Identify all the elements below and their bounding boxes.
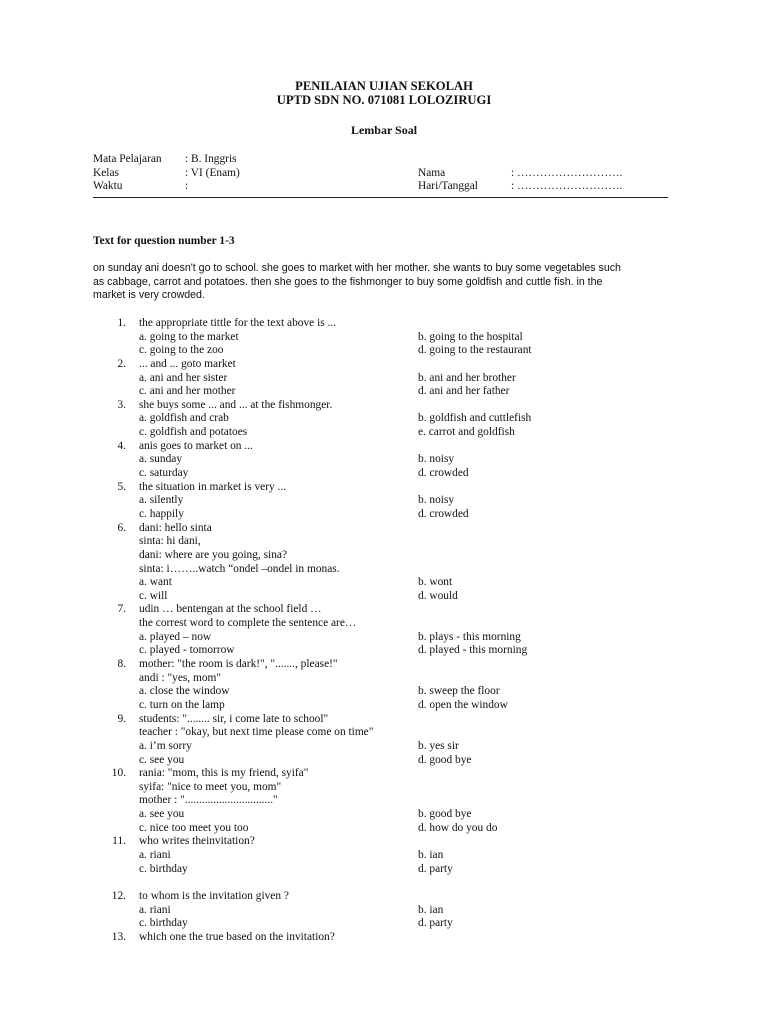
question-dialogue-line [93, 726, 668, 740]
answer-option: c. see you [139, 753, 185, 766]
question-number: 4. [117, 439, 126, 452]
question-text: which one the true based on the invitation? [139, 930, 335, 943]
answer-option: b. going to the hospital [418, 330, 523, 343]
question-number: 12. [111, 889, 126, 902]
answer-options-row [93, 372, 668, 386]
question-line [93, 767, 668, 781]
answer-option: a. riani [139, 903, 171, 916]
sheet-title: Lembar Soal [350, 123, 418, 137]
question-dialogue-line [93, 549, 668, 563]
question-number: 10. [111, 767, 126, 780]
question-line [93, 440, 668, 454]
student-info-block [93, 153, 668, 194]
question-text: the correst word to complete the sentence are… [139, 617, 357, 630]
answer-option: c. turn on the lamp [139, 698, 225, 711]
question-text: andi : "yes, mom" [139, 671, 222, 684]
answer-options-row [93, 576, 668, 590]
question-number: 5. [117, 480, 126, 493]
answer-option: d. party [418, 862, 453, 875]
question-line [93, 713, 668, 727]
question-text: anis goes to market on ... [139, 439, 253, 452]
subject-value: : B. Inggris [185, 153, 237, 165]
answer-options-row [93, 494, 668, 508]
question-line [93, 522, 668, 536]
answer-option: d. open the window [418, 698, 508, 711]
info-row-subject [93, 153, 668, 167]
answer-option: b. sweep the floor [418, 685, 500, 698]
question-line [93, 481, 668, 495]
answer-options-row [93, 863, 668, 877]
question-text: syifa: "nice to meet you, mom" [139, 780, 282, 793]
answer-option: c. birthday [139, 917, 188, 930]
question-text: dani: where are you going, sina? [139, 548, 288, 561]
question-spacer [93, 876, 668, 890]
answer-option: c. saturday [139, 467, 189, 480]
question-line [93, 603, 668, 617]
question-text: the appropriate tittle for the text above is ... [139, 317, 337, 329]
question-text: teacher : "okay, but next time please come on time" [139, 726, 374, 739]
answer-option: a. want [139, 576, 172, 589]
question-text: students: "........ sir, i come late to school" [139, 712, 329, 725]
answer-option: d. played - this morning [418, 644, 528, 657]
answer-option: d. crowded [418, 467, 469, 480]
question-line [93, 399, 668, 413]
question-text: mother: "the room is dark!", "......., please!" [139, 658, 338, 671]
question-dialogue-line [93, 535, 668, 549]
question-line [93, 358, 668, 372]
question-number: 13. [111, 930, 126, 943]
answer-options-row [93, 331, 668, 345]
answer-options-row [93, 685, 668, 699]
answer-options-row [93, 754, 668, 768]
answer-option: b. ian [418, 903, 444, 916]
answer-option: a. played – now [139, 630, 212, 643]
question-text: to whom is the invitation given ? [139, 889, 289, 902]
class-value: : VI (Enam) [185, 166, 240, 179]
answer-options-row [93, 426, 668, 440]
question-dialogue-line [93, 672, 668, 686]
answer-option: b. wont [418, 576, 453, 589]
answer-option: c. birthday [139, 862, 188, 875]
answer-option: d. party [418, 917, 453, 930]
question-dialogue-line [93, 563, 668, 577]
answer-option: b. goldfish and cuttlefish [418, 412, 532, 425]
answer-options-row [93, 917, 668, 931]
passage-line: market is very crowded. [93, 289, 205, 302]
reading-passage [93, 262, 673, 303]
answer-option: c. going to the zoo [139, 344, 224, 357]
question-text: who writes theinvitation? [139, 835, 255, 848]
answer-option: c. played - tomorrow [139, 644, 235, 657]
answer-option: a. riani [139, 848, 171, 861]
answer-options-row [93, 699, 668, 713]
time-label: Waktu [93, 180, 123, 193]
passage-line: as cabbage, carrot and potatoes. then she goes to the fishmonger to buy some goldfish and cuttle fish. in the [93, 275, 603, 288]
question-text: mother : "..............................." [139, 794, 278, 807]
question-line [93, 931, 668, 945]
answer-option: c. will [139, 589, 168, 602]
question-text: rania: "mom, this is my friend, syifa" [139, 767, 309, 780]
class-label: Kelas [93, 166, 119, 179]
answer-option: b. ani and her brother [418, 371, 516, 384]
info-row-time [93, 180, 668, 194]
school-exam-title: PENILAIAN UJIAN SEKOLAH [295, 79, 473, 93]
answer-options-row [93, 412, 668, 426]
answer-option: a. ani and her sister [139, 371, 228, 384]
question-text: she buys some ... and ... at the fishmonger. [139, 398, 333, 411]
question-line [93, 658, 668, 672]
question-text: the situation in market is very ... [139, 480, 287, 493]
question-number: 8. [117, 658, 126, 671]
answer-option: a. silently [139, 494, 184, 507]
question-number: 6. [117, 521, 126, 534]
question-line [93, 317, 668, 331]
answer-options-row [93, 631, 668, 645]
info-row-class [93, 167, 668, 181]
answer-options-row [93, 467, 668, 481]
question-list [93, 317, 668, 944]
answer-options-row [93, 808, 668, 822]
answer-option: d. would [418, 589, 458, 602]
answer-option: d. going to the restaurant [418, 344, 532, 357]
question-text: sinta: hi dani, [139, 535, 201, 548]
answer-options-row [93, 385, 668, 399]
answer-option: c. happily [139, 507, 184, 520]
question-dialogue-line [93, 617, 668, 631]
answer-option: b. plays - this morning [418, 630, 521, 643]
answer-option: b. noisy [418, 453, 455, 466]
answer-option: a. going to the market [139, 330, 239, 343]
answer-option: d. good bye [418, 753, 472, 766]
name-value: : ………………………. [511, 166, 623, 179]
answer-option: b. yes sir [418, 739, 459, 752]
answer-option: d. crowded [418, 507, 469, 520]
answer-option: a. close the window [139, 685, 230, 698]
answer-option: a. see you [139, 808, 185, 821]
answer-options-row [93, 849, 668, 863]
answer-options-row [93, 644, 668, 658]
question-dialogue-line [93, 794, 668, 808]
answer-option: b. good bye [418, 808, 472, 821]
date-label: Hari/Tanggal [418, 180, 478, 193]
question-line [93, 890, 668, 904]
answer-option: a. i’m sorry [139, 739, 192, 752]
answer-options-row [93, 822, 668, 836]
date-value: : ………………………. [511, 180, 623, 193]
passage-title: Text for question number 1-3 [93, 235, 235, 247]
question-number: 3. [117, 398, 126, 411]
question-dialogue-line [93, 781, 668, 795]
question-line [93, 835, 668, 849]
answer-options-row [93, 904, 668, 918]
answer-options-row [93, 453, 668, 467]
question-number: 9. [117, 712, 126, 725]
name-label: Nama [418, 166, 446, 179]
answer-option: a. goldfish and crab [139, 412, 229, 425]
answer-option: c. nice too meet you too [139, 821, 249, 834]
answer-options-row [93, 344, 668, 358]
answer-option: e. carrot and goldfish [418, 426, 515, 439]
answer-option: d. how do you do [418, 821, 498, 834]
passage-line: on sunday ani doesn't go to school. she goes to market with her mother. she wants to buy some vegetables such [93, 262, 621, 274]
answer-options-row [93, 740, 668, 754]
answer-options-row [93, 508, 668, 522]
answer-option: d. ani and her father [418, 385, 510, 398]
question-text: ... and ... goto market [139, 357, 236, 370]
question-number: 7. [117, 603, 126, 616]
answer-options-row [93, 590, 668, 604]
question-text: dani: hello sinta [139, 521, 212, 534]
question-number: 11. [112, 835, 126, 848]
header-divider [93, 197, 668, 198]
answer-option: c. ani and her mother [139, 385, 236, 398]
time-value: : [185, 180, 189, 193]
question-number: 1. [117, 317, 126, 329]
question-number: 2. [117, 357, 126, 370]
answer-option: c. goldfish and potatoes [139, 426, 248, 439]
answer-option: a. sunday [139, 453, 183, 466]
question-text: udin … bentengan at the school field … [139, 603, 322, 616]
question-text: sinta: i……..watch “ondel –ondel in monas. [139, 562, 340, 575]
subject-label: Mata Pelajaran [93, 153, 162, 165]
school-name: UPTD SDN NO. 071081 LOLOZIRUGI [276, 93, 492, 107]
answer-option: b. ian [418, 848, 444, 861]
answer-option: b. noisy [418, 494, 455, 507]
